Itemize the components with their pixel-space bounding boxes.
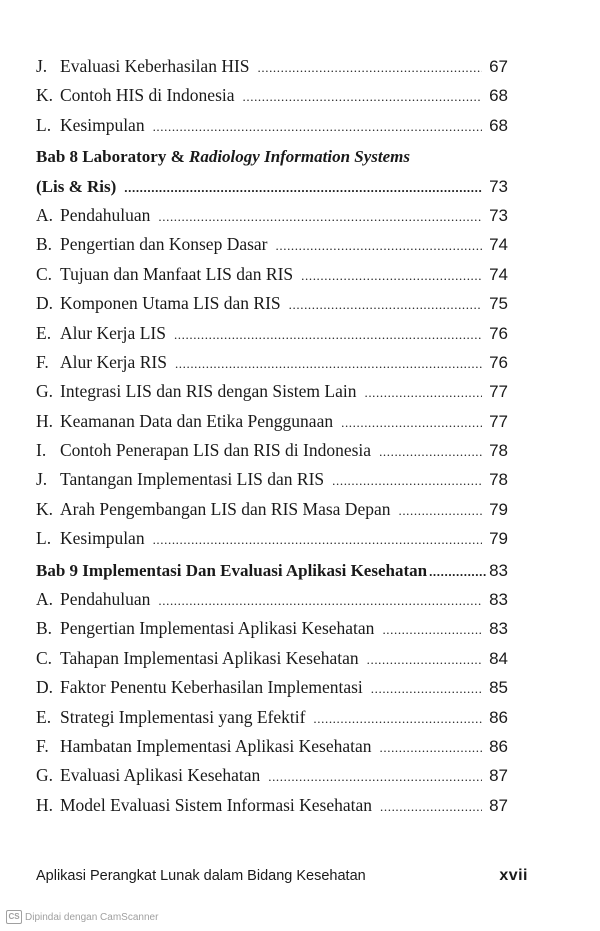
toc-entry-letter: B. bbox=[36, 234, 53, 255]
leader-dots bbox=[258, 52, 482, 82]
leader-dots bbox=[429, 556, 486, 586]
leader-dots bbox=[153, 524, 482, 554]
chapter-8-title-italic: Radiology Information Systems bbox=[189, 147, 411, 167]
toc-entry-page: 83 bbox=[489, 619, 508, 639]
toc-entry-letter: G. bbox=[36, 765, 54, 786]
toc-entry bbox=[36, 791, 508, 820]
chapter-9-heading bbox=[36, 556, 508, 585]
toc-entry-page: 75 bbox=[489, 294, 508, 314]
toc-entry-page: 76 bbox=[489, 352, 508, 372]
toc-entry-title: Pendahuluan bbox=[60, 204, 151, 225]
toc-entry-letter: L. bbox=[36, 528, 52, 549]
page-footer bbox=[36, 864, 528, 888]
toc-entry-letter: F. bbox=[36, 351, 49, 372]
toc-group-bab7-tail bbox=[36, 52, 508, 140]
toc-entry-title: Tujuan dan Manfaat LIS dan RIS bbox=[60, 263, 294, 284]
toc-entry-title: Pengertian Implementasi Aplikasi Kesehatan bbox=[60, 618, 375, 639]
toc-entry-letter: A. bbox=[36, 589, 54, 610]
toc-entry-letter: D. bbox=[36, 677, 54, 698]
leader-dots bbox=[313, 703, 482, 733]
toc-entry-title: Contoh HIS di Indonesia bbox=[60, 85, 235, 106]
chapter-8-page: 73 bbox=[489, 176, 508, 196]
leader-dots bbox=[398, 495, 482, 525]
toc-entry-title: Evaluasi Aplikasi Kesehatan bbox=[60, 765, 261, 786]
leader-dots bbox=[367, 644, 482, 674]
toc-entry-letter: J. bbox=[36, 469, 48, 490]
leader-dots bbox=[301, 260, 482, 290]
chapter-8-title-prefix: Bab 8 Laboratory & bbox=[36, 147, 189, 167]
leader-dots bbox=[124, 172, 482, 202]
toc-entry-letter: H. bbox=[36, 410, 54, 431]
toc-entry-letter: L. bbox=[36, 114, 52, 135]
toc-entry-page: 86 bbox=[489, 707, 508, 727]
leader-dots bbox=[174, 319, 482, 349]
toc-entry bbox=[36, 52, 508, 81]
toc-entry-page: 74 bbox=[489, 264, 508, 284]
toc-entry-letter: B. bbox=[36, 618, 53, 639]
leader-dots bbox=[153, 111, 482, 141]
toc-entry-title: Pengertian dan Konsep Dasar bbox=[60, 234, 268, 255]
toc-entry-letter: G. bbox=[36, 381, 54, 402]
toc-entry-letter: D. bbox=[36, 293, 54, 314]
leader-dots bbox=[364, 377, 482, 407]
toc-entry bbox=[36, 81, 508, 110]
toc-entry-page: 79 bbox=[489, 529, 508, 549]
toc-entry-title: Pendahuluan bbox=[60, 589, 151, 610]
leader-dots bbox=[268, 761, 482, 791]
toc-entry bbox=[36, 407, 508, 436]
toc-entry-title: Kesimpulan bbox=[60, 528, 145, 549]
toc-entry-page: 68 bbox=[489, 115, 508, 135]
toc-entry bbox=[36, 436, 508, 465]
toc-entry-letter: C. bbox=[36, 263, 53, 284]
toc-entry-title: Contoh Penerapan LIS dan RIS di Indonesia bbox=[60, 440, 372, 461]
leader-dots bbox=[382, 614, 482, 644]
toc-entry-title: Hambatan Implementasi Aplikasi Kesehatan bbox=[60, 735, 372, 756]
toc-entry-letter: J. bbox=[36, 56, 48, 76]
leader-dots bbox=[175, 348, 482, 378]
toc-entry-page: 76 bbox=[489, 323, 508, 343]
toc-entry bbox=[36, 230, 508, 259]
toc-entry-page: 86 bbox=[489, 736, 508, 756]
toc-entry-title: Keamanan Data dan Etika Penggunaan bbox=[60, 410, 334, 431]
toc-entry-page: 79 bbox=[489, 499, 508, 519]
leader-dots bbox=[380, 791, 482, 821]
toc-entry bbox=[36, 614, 508, 643]
leader-dots bbox=[276, 230, 482, 260]
leader-dots bbox=[371, 673, 482, 703]
toc-entry bbox=[36, 524, 508, 553]
running-title: Aplikasi Perangkat Lunak dalam Bidang Kesehatan bbox=[36, 868, 366, 884]
toc-entry-page: 87 bbox=[489, 766, 508, 786]
scanner-watermark bbox=[6, 910, 158, 924]
toc-entry-page: 67 bbox=[489, 57, 508, 76]
toc-entry bbox=[36, 465, 508, 494]
toc-entry bbox=[36, 319, 508, 348]
toc-entry-title: Alur Kerja RIS bbox=[60, 351, 167, 372]
toc-entry-title: Komponen Utama LIS dan RIS bbox=[60, 293, 281, 314]
leader-dots bbox=[380, 732, 482, 762]
toc-entry-page: 85 bbox=[489, 678, 508, 698]
toc-entry-title: Tantangan Implementasi LIS dan RIS bbox=[60, 469, 325, 490]
toc-group-bab9 bbox=[36, 585, 508, 820]
toc-entry-page: 77 bbox=[489, 411, 508, 431]
chapter-8-heading bbox=[36, 142, 508, 171]
scanner-text: Dipindai dengan CamScanner bbox=[25, 911, 159, 923]
toc-entry-letter: H. bbox=[36, 794, 54, 815]
leader-dots bbox=[379, 436, 482, 466]
toc-entry bbox=[36, 377, 508, 406]
toc-entry-page: 68 bbox=[489, 86, 508, 106]
toc-entry bbox=[36, 348, 508, 377]
leader-dots bbox=[341, 407, 482, 437]
toc-entry-title: Model Evaluasi Sistem Informasi Kesehatan bbox=[60, 794, 373, 815]
leader-dots bbox=[158, 201, 482, 231]
toc-entry-page: 87 bbox=[489, 795, 508, 815]
toc-entry bbox=[36, 761, 508, 790]
leader-dots bbox=[158, 585, 482, 615]
toc-entry-letter: I. bbox=[36, 440, 47, 461]
toc-group-bab8 bbox=[36, 201, 508, 554]
toc-entry-title: Tahapan Implementasi Aplikasi Kesehatan bbox=[60, 647, 359, 668]
chapter-9-title: Bab 9 Implementasi Dan Evaluasi Aplikasi Kesehatan bbox=[36, 560, 428, 580]
toc-entry bbox=[36, 289, 508, 318]
toc-entry-title: Faktor Penentu Keberhasilan Implementasi bbox=[60, 677, 363, 698]
toc-entry-page: 78 bbox=[489, 441, 508, 461]
toc-entry-letter: E. bbox=[36, 322, 52, 343]
leader-dots bbox=[332, 465, 482, 495]
toc-entry-letter: K. bbox=[36, 85, 54, 106]
toc-entry-page: 84 bbox=[489, 648, 508, 668]
table-of-contents bbox=[36, 52, 508, 820]
toc-entry bbox=[36, 495, 508, 524]
toc-entry bbox=[36, 585, 508, 614]
toc-entry-title: Evaluasi Keberhasilan HIS bbox=[60, 56, 250, 76]
toc-entry bbox=[36, 644, 508, 673]
toc-entry-title: Alur Kerja LIS bbox=[60, 322, 166, 343]
toc-entry-title: Integrasi LIS dan RIS dengan Sistem Lain bbox=[60, 381, 357, 402]
toc-entry-page: 74 bbox=[489, 235, 508, 255]
toc-entry bbox=[36, 111, 508, 140]
toc-entry-page: 73 bbox=[489, 205, 508, 225]
toc-entry-title: Strategi Implementasi yang Efektif bbox=[60, 706, 306, 727]
chapter-8-heading-line2 bbox=[36, 172, 508, 201]
toc-entry-title: Kesimpulan bbox=[60, 114, 145, 135]
toc-entry-letter: E. bbox=[36, 706, 52, 727]
toc-entry bbox=[36, 703, 508, 732]
leader-dots bbox=[243, 81, 482, 111]
toc-entry-title: Arah Pengembangan LIS dan RIS Masa Depan bbox=[60, 498, 391, 519]
toc-entry bbox=[36, 201, 508, 230]
toc-entry bbox=[36, 732, 508, 761]
toc-entry-page: 77 bbox=[489, 382, 508, 402]
toc-entry-page: 83 bbox=[489, 590, 508, 610]
chapter-9-page: 83 bbox=[489, 560, 508, 580]
toc-entry-page: 78 bbox=[489, 470, 508, 490]
toc-entry bbox=[36, 260, 508, 289]
toc-entry-letter: A. bbox=[36, 204, 54, 225]
toc-entry-letter: K. bbox=[36, 498, 54, 519]
page-number: xvii bbox=[499, 867, 528, 884]
chapter-8-title-suffix: (Lis & Ris) bbox=[36, 176, 117, 196]
camscanner-logo-icon: CS bbox=[6, 910, 22, 924]
toc-entry-letter: C. bbox=[36, 647, 53, 668]
toc-entry-letter: F. bbox=[36, 735, 49, 756]
leader-dots bbox=[289, 289, 482, 319]
toc-entry bbox=[36, 673, 508, 702]
